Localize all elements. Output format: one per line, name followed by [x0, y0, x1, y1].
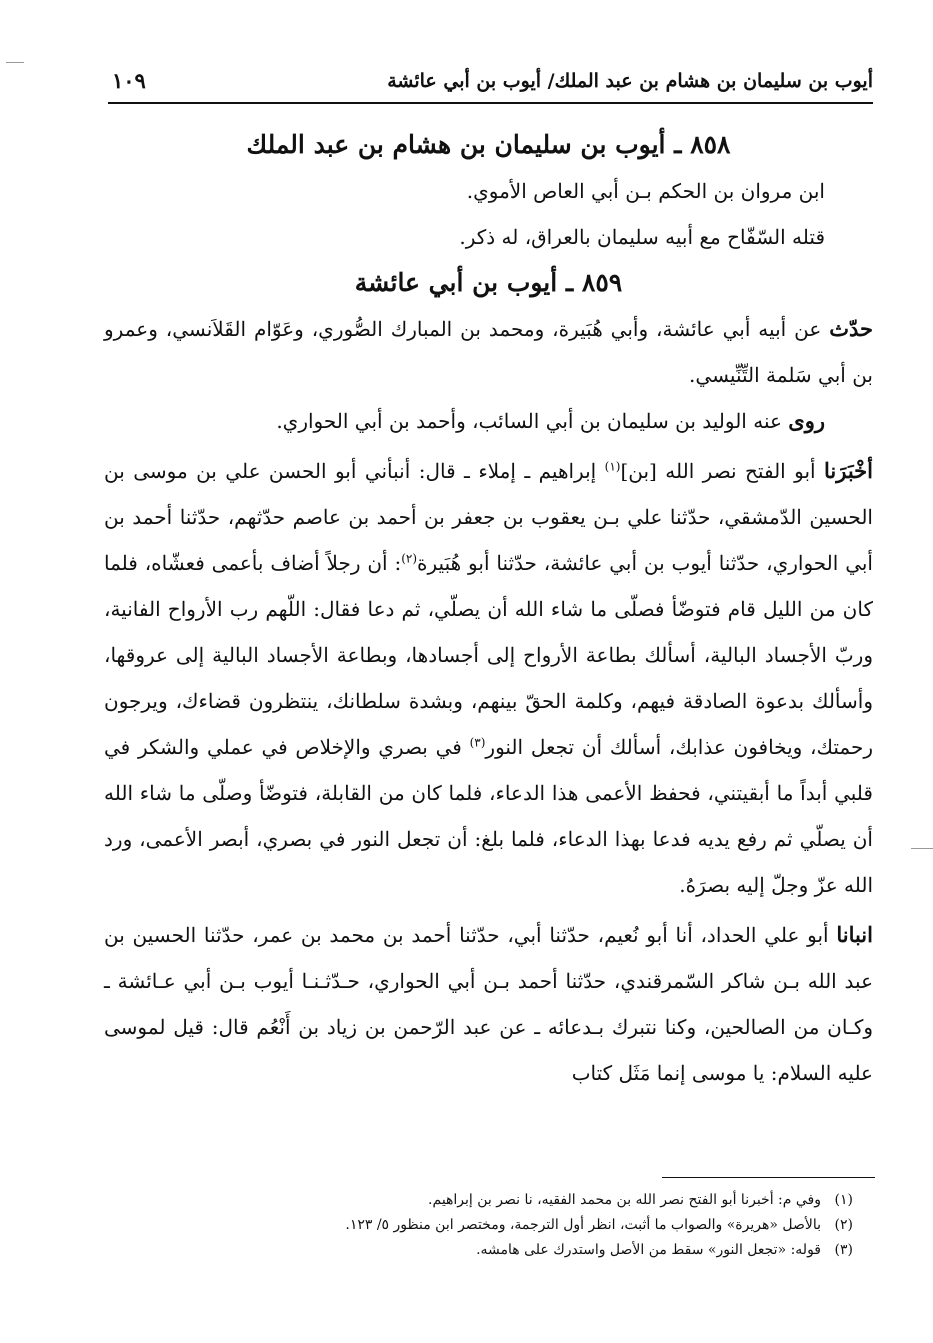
footnotes: [150, 1188, 853, 1263]
footnote-text: وفي م: أخبرنا أبو الفتح نصر الله بن محمد الفقيه، نا نصر بن إبراهيم.: [428, 1192, 821, 1208]
footnote-divider: [662, 1177, 875, 1178]
page-body: [104, 122, 873, 1096]
running-title: أيوب بن سليمان بن هشام بن عبد الملك/ أيوب بن أبي عائشة: [387, 70, 873, 92]
footnote-number: (٢): [834, 1217, 853, 1233]
entry-858-title: ٨٥٨ ـ أيوب بن سليمان بن هشام بن عبد الملك: [246, 130, 731, 159]
entry-858-line-1: ابن مروان بن الحكم بـن أبي العاص الأموي.: [466, 179, 825, 203]
footnote-text: قوله: «تجعل النور» سقط من الأصل واستدرك على هامشه.: [476, 1242, 821, 1258]
page-number: ١٠٩: [112, 68, 146, 93]
footnote-3: [150, 1238, 853, 1263]
footnote-ref-1: (١): [604, 459, 621, 474]
scan-artifact: [6, 62, 24, 63]
akhbarana-text-3: : أن رجلاً أضاف بأعمى فعشّاه، فلما كان من الليل قام فتوضّأ فصلّى ما شاء الله أن يصلّي، ثم دعا فقال: اللّهم رب الأرواح الفانية، وربّ الأجساد البالية، أسألك بطاعة الأرواح إلى أجسادها، وبطاعة الأجساد البالية إلى عروقها، وأسألك بدعوة الصادقة فيهم، وكلمة الحقّ بينهم، وبشدة سلطانك، ينتظرون قضاءك، ويرجون رحمتك، ويخافون عذابك، أسألك أن تجعل النور: [104, 551, 873, 759]
akhbarana-text-2: إبراهيم ـ إملاء ـ قال: أنبأني أبو الحسن علي بن موسى بن الحسين الدّمشقي، حدّثنا علي بـن يعقوب بن جعفر بن أحمد بن عاصم حدّثهم، حدّثنا أحمد بن أبي الحواري، حدّثنا أيوب بن أبي عائشة، حدّثنا أبو هُبَيرة: [104, 459, 873, 575]
anbana-lead: انبانا: [836, 922, 873, 947]
rawa-text: عنه الوليد بن سليمان بن أبي السائب، وأحمد بن أبي الحواري.: [276, 409, 789, 433]
footnote-ref-3: (٣): [469, 735, 486, 750]
akhbarana-paragraph: [104, 448, 873, 908]
footnote-ref-2: (٢): [401, 551, 418, 566]
haddath-text: عن أبيه أبي عائشة، وأبي هُبَيرة، ومحمد بن المبارك الصُّوري، وعَوّام القَلاَنسي، وعمرو بن أبي سَلمة التِّنِّيسي.: [104, 317, 873, 387]
scan-artifact: [911, 848, 933, 849]
haddath-paragraph: [104, 306, 873, 398]
entry-859-title: ٨٥٩ ـ أيوب بن أبي عائشة: [354, 268, 623, 297]
anbana-paragraph: [104, 912, 873, 1096]
footnote-number: (١): [834, 1192, 853, 1208]
page-header: [108, 62, 873, 104]
akhbarana-text-4: في بصري والإخلاص في عملي والشكر في قلبي أبداً ما أبقيتني، فحفظ الأعمى هذا الدعاء، فلما كان من القابلة، فتوضّأ وصلّى ما شاء الله أن يصلّي ثم رفع يديه فدعا بهذا الدعاء، فلما بلغ: أن تجعل النور في بصري، أبصر الأعمى، ورد الله عزّ وجلّ إليه بصرَهُ.: [104, 735, 873, 897]
anbana-text: أبو علي الحداد، أنا أبو نُعيم، حدّثنا أبي، حدّثنا أحمد بن محمد بن عمر، حدّثنا الحسين بن عبد الله بـن شاكر السّمرقندي، حدّثنا أحمد بـن أبي الحواري، حـدّثـنـا أيوب بـن أبي عـائشة ـ وكـان من الصالحين، وكنا نتبرك بـدعائه ـ عن عبد الرّحمن بن زياد بن أَنْعُم قال: قيل لموسى عليه السلام: يا موسى إنما مَثَل كتاب: [104, 923, 873, 1085]
footnote-2: [150, 1213, 853, 1238]
akhbarana-text-1: أبو الفتح نصر الله [بن]: [620, 459, 825, 483]
akhbarana-lead: أخْبَرَنا: [824, 458, 873, 483]
haddath-lead: حدّث: [829, 316, 873, 341]
footnote-1: [150, 1188, 853, 1213]
rawa-lead: روى: [788, 408, 825, 433]
entry-858-line-2: قتله السّفّاح مع أبيه سليمان بالعراق، له ذكر.: [459, 225, 825, 249]
footnote-number: (٣): [834, 1242, 853, 1258]
rawa-paragraph: [104, 398, 873, 444]
footnote-text: بالأصل «هريرة» والصواب ما أثبت، انظر أول الترجمة، ومختصر ابن منظور ٥/ ١٢٣.: [345, 1217, 821, 1233]
